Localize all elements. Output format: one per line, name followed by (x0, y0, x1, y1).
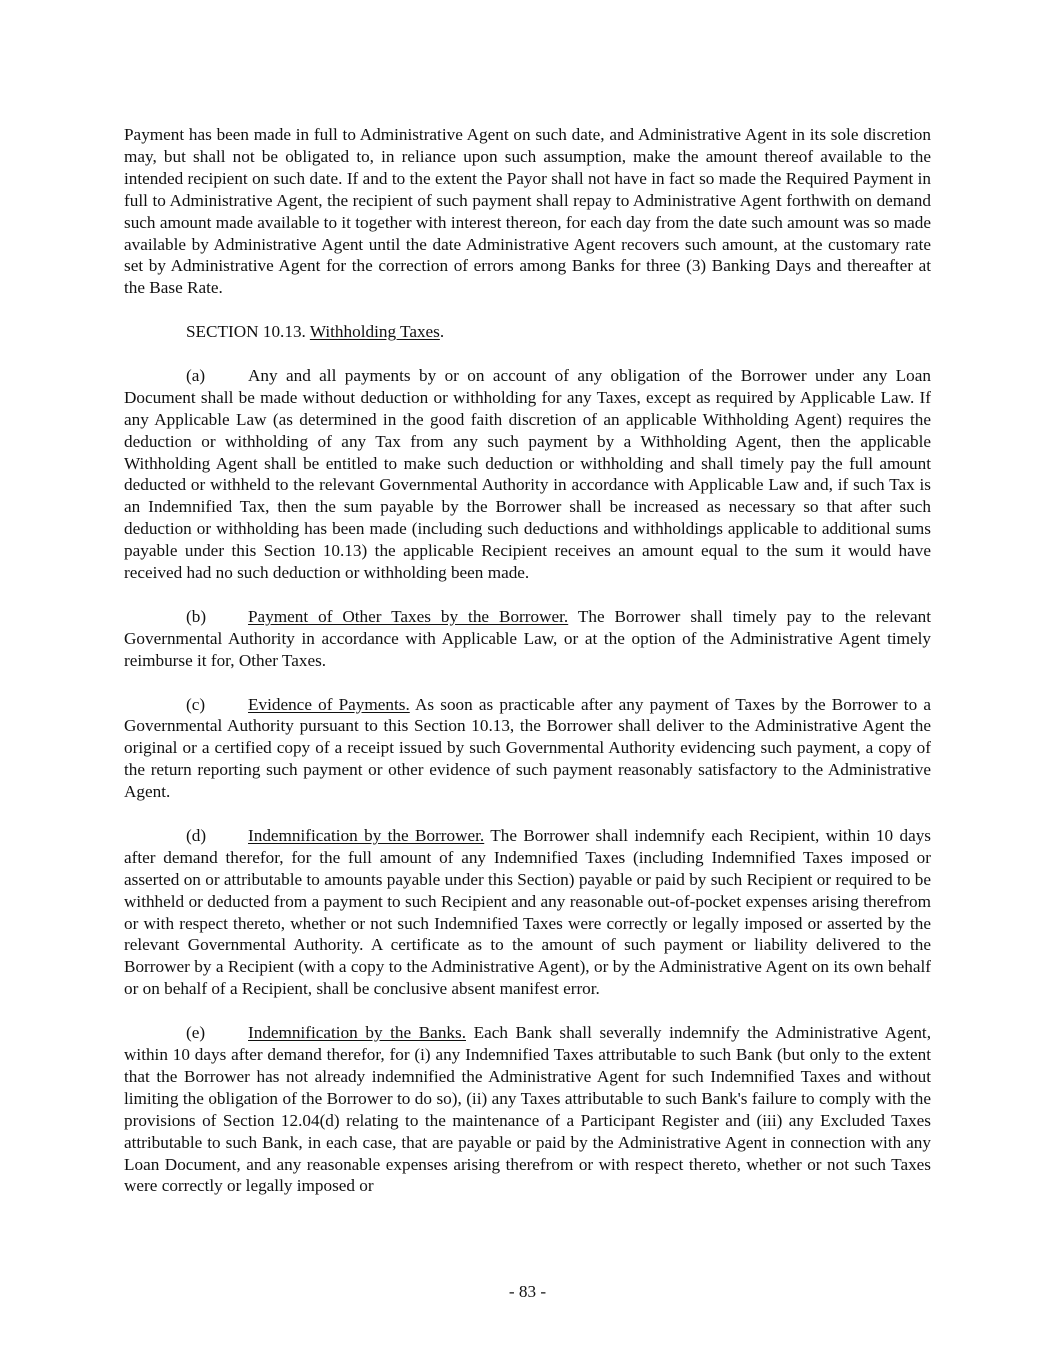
clause-label: (a) (186, 365, 206, 385)
section-title: Withholding Taxes (309, 322, 440, 342)
intro-paragraph: Payment has been made in full to Administrative Agent on such date, and Administrative Agent in its sole discretion may, but shall not be obligated to, in reliance upon such assumption, make the amount thereof available to the intended recipient on such date. If and to the extent the Payor shall not have in fact so made the Required Payment in full to Administrative Agent, the recipient of such payment shall repay to Administrative Agent forthwith on demand such amount made available to it together with interest thereon, for each day from the date such amount was so made available by Administrative Agent until the date Administrative Agent recovers such amount, at the customary rate set by Administrative Agent for the correction of errors among Banks for three (3) Banking Days and thereafter at the Base Rate. (124, 125, 931, 298)
clause-label: (e) (186, 1023, 206, 1043)
clause-heading: Payment of Other Taxes by the Borrower. (248, 606, 569, 626)
clause-d (124, 825, 931, 1000)
clause-a (124, 365, 931, 584)
clause-heading: Indemnification by the Borrower. (248, 825, 485, 845)
clause-e (124, 1022, 931, 1197)
clause-text: Any and all payments by or on account of any obligation of the Borrower under any Loan Document shall be made without deduction or withholding for any Taxes, except as required by Applicable Law. If any Applicable Law (as determined in the good faith discretion of an applicable Withholding Agent) requires the deduction or withholding of any Tax from any such payment by a Withholding Agent, then the applicable Withholding Agent shall be entitled to make such deduction or withholding and shall timely pay the full amount deducted or withheld to the relevant Governmental Authority in accordance with Applicable Law and, if such Tax is an Indemnified Tax, then the sum payable by the Borrower shall be increased as necessary so that after such deduction or withholding has been made (including such deductions and withholdings applicable to additional sums payable under this Section 10.13) the applicable Recipient receives an amount equal to the sum it would have received had no such deduction or withholding been made. (124, 365, 931, 583)
section-heading (124, 321, 931, 343)
clause-c (124, 694, 931, 804)
clause-label: (c) (186, 694, 206, 714)
clause-list (124, 365, 931, 1197)
clause-heading: Evidence of Payments. (248, 694, 410, 714)
clause-label: (d) (186, 825, 207, 845)
page-number: - 83 - (508, 1282, 547, 1301)
section-number: SECTION 10.13. (186, 322, 306, 342)
document-page (124, 124, 931, 1219)
clause-text: The Borrower shall indemnify each Recipient, within 10 days after demand therefor, for the full amount of any Indemnified Taxes (including Indemnified Taxes imposed or asserted on or attributable to amounts payable under this Section) payable or paid by such Recipient or required to be withheld or deducted from a payment to such Recipient and any reasonable out-of-pocket expenses arising therefrom or with respect thereto, whether or not such Indemnified Taxes were correctly or legally imposed or asserted by the relevant Governmental Authority. A certificate as to the amount of such payment or liability delivered to the Borrower by a Recipient (with a copy to the Administrative Agent), or by the Administrative Agent on its own behalf or on behalf of a Recipient, shall be conclusive absent manifest error. (124, 825, 931, 999)
clause-text: As soon as practicable after any payment of Taxes by the Borrower to a Governmental Authority pursuant to this Section 10.13, the Borrower shall deliver to the Administrative Agent the original or a certified copy of a receipt issued by such Governmental Authority evidencing such payment, a copy of the return reporting such payment or other evidence of such payment reasonably satisfactory to the Administrative Agent. (124, 694, 931, 802)
clause-text: Each Bank shall severally indemnify the Administrative Agent, within 10 days after demand therefor, for (i) any Indemnified Taxes attributable to such Bank (but only to the extent that the Borrower has not already indemnified the Administrative Agent for such Indemnified Taxes and without limiting the obligation of the Borrower to do so), (ii) any Taxes attributable to such Bank's failure to comply with the provisions of Section 12.04(d) relating to the maintenance of a Participant Register and (iii) any Excluded Taxes attributable to such Bank, in each case, that are payable or paid by the Administrative Agent in connection with any Loan Document, and any reasonable expenses arising therefrom or with respect thereto, whether or not such Taxes were correctly or legally imposed or (124, 1023, 931, 1196)
clause-text: The Borrower shall timely pay to the relevant Governmental Authority in accordance with Applicable Law, or at the option of the Administrative Agent timely reimburse it for, Other Taxes. (124, 606, 931, 670)
section-suffix: . (439, 322, 445, 342)
clause-heading: Indemnification by the Banks. (248, 1023, 466, 1043)
clause-label: (b) (186, 606, 207, 626)
clause-b (124, 606, 931, 672)
